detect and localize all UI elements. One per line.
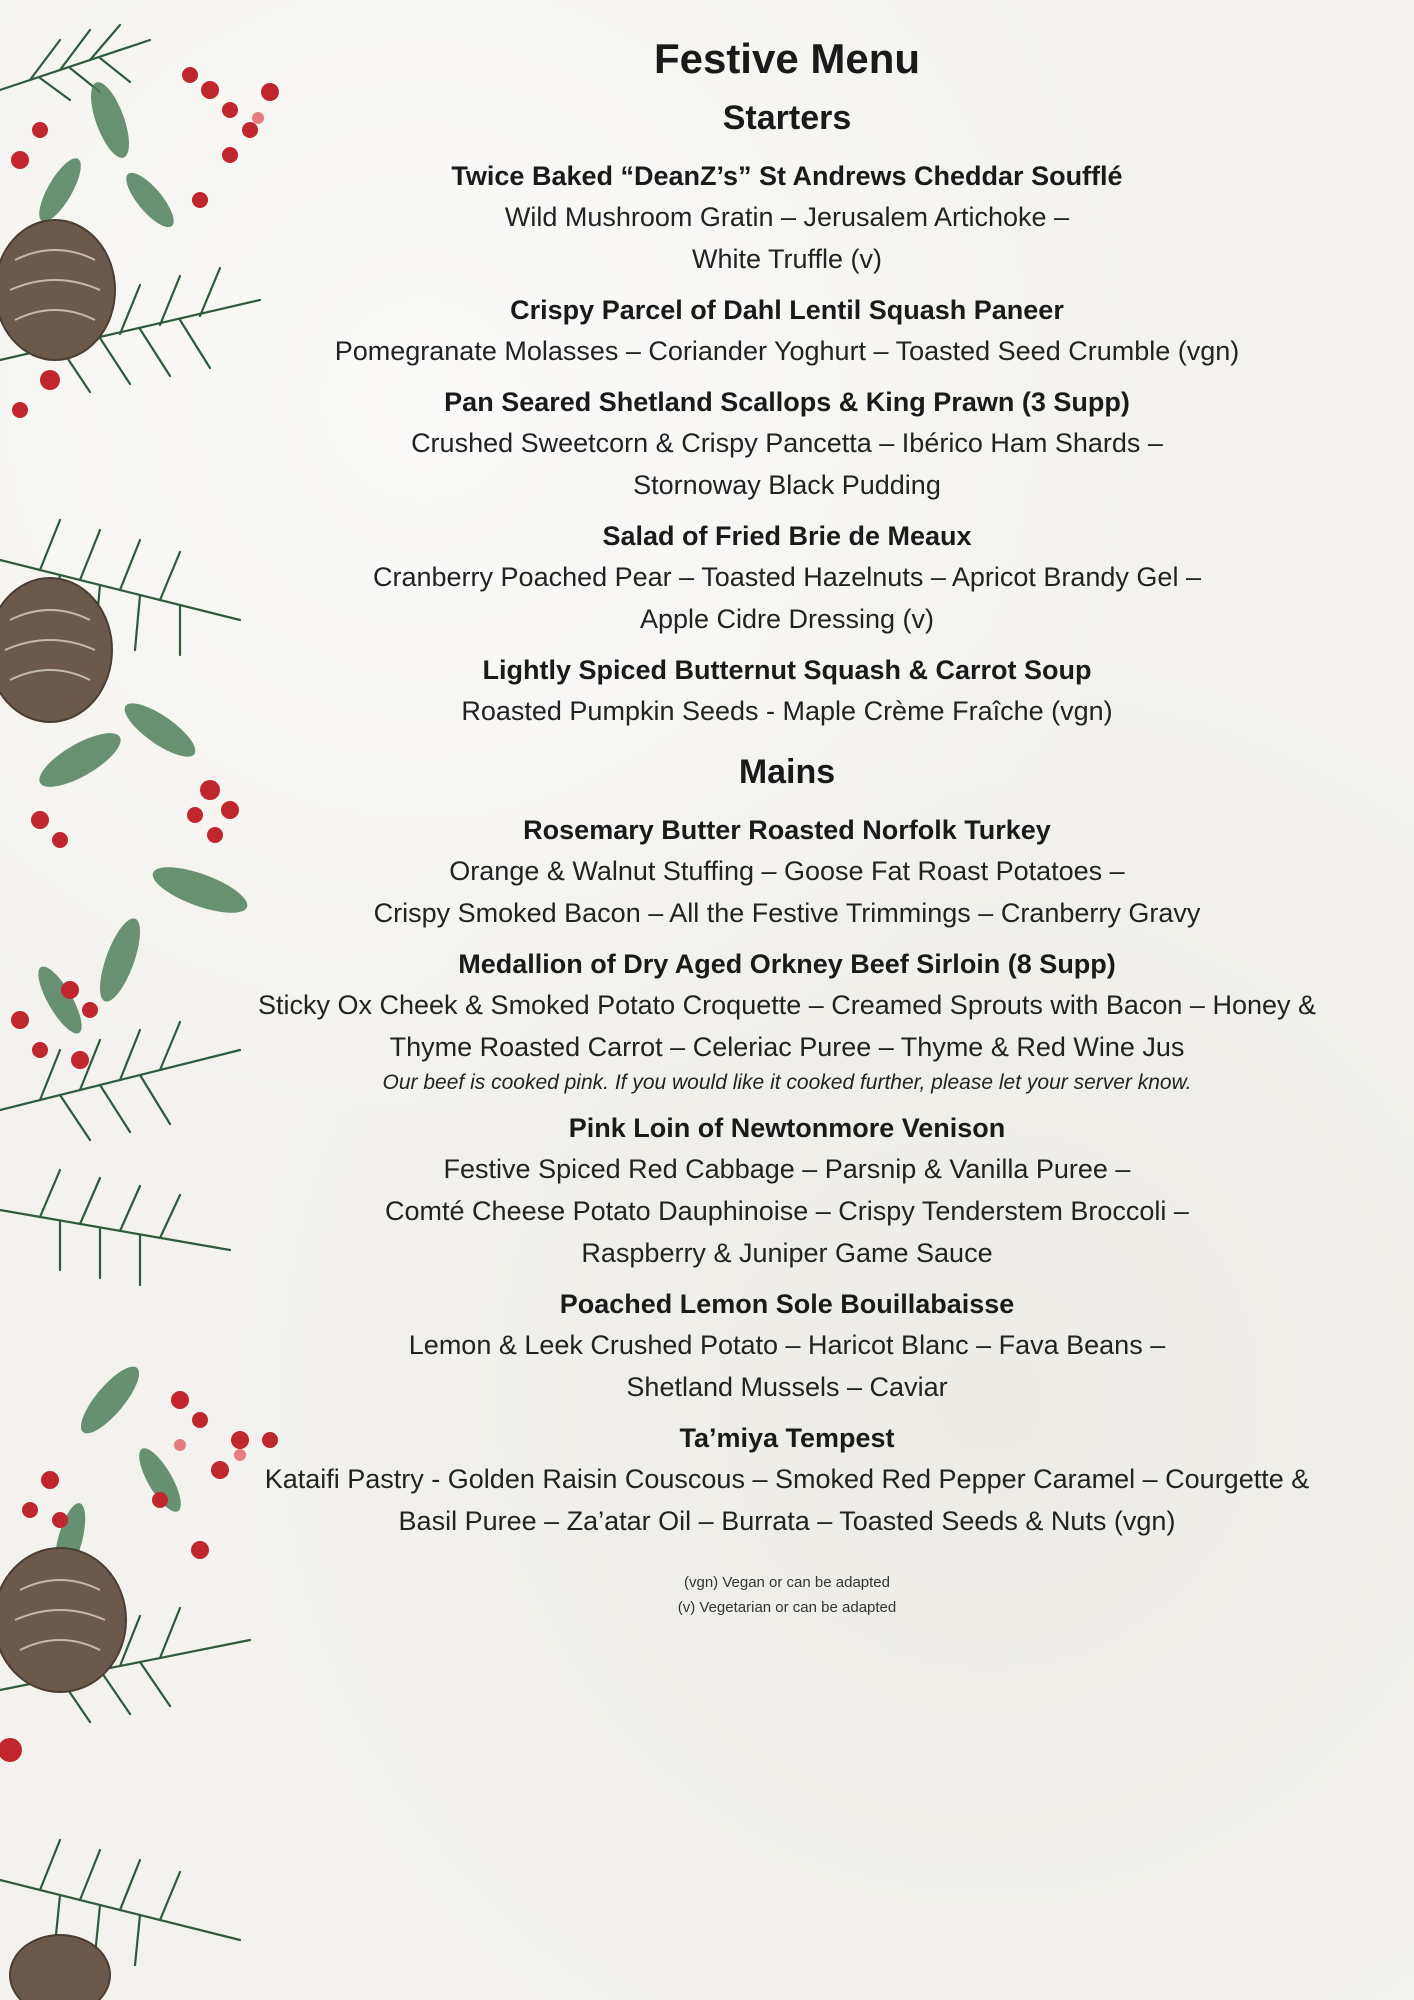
section-title-starters: Starters	[722, 99, 852, 137]
dish-item	[200, 944, 1374, 1098]
dish-description: Stornoway Black Pudding	[633, 470, 941, 500]
dish-name: Rosemary Butter Roasted Norfolk Turkey	[523, 815, 1051, 845]
dish-name: Poached Lemon Sole Bouillabaisse	[559, 1289, 1015, 1319]
dish-description: Basil Puree – Za’atar Oil – Burrata – Toasted Seeds & Nuts (vgn)	[398, 1506, 1176, 1536]
legend-vegan: (vgn) Vegan or can be adapted	[684, 1574, 890, 1591]
festive-menu	[200, 28, 1374, 1620]
dish-item	[200, 1418, 1374, 1542]
dish-description: Festive Spiced Red Cabbage – Parsnip & Vanilla Puree –	[443, 1154, 1131, 1184]
dish-item	[200, 650, 1374, 732]
dish-item	[200, 156, 1374, 280]
legend-vegetarian: (v) Vegetarian or can be adapted	[677, 1599, 897, 1616]
dish-note: Our beef is cooked pink. If you would like it cooked further, please let your server know.	[382, 1071, 1192, 1094]
dish-item	[200, 810, 1374, 934]
dish-name: Pan Seared Shetland Scallops & King Prawn (3 Supp)	[444, 387, 1130, 417]
dish-description: Crushed Sweetcorn & Crispy Pancetta – Ibérico Ham Shards –	[411, 428, 1163, 458]
dish-name: Twice Baked “DeanZ’s” St Andrews Cheddar Soufflé	[451, 161, 1123, 191]
dietary-legend	[200, 1570, 1374, 1620]
dish-description: Orange & Walnut Stuffing – Goose Fat Roast Potatoes –	[449, 856, 1125, 886]
dish-item	[200, 516, 1374, 640]
dish-description: White Truffle (v)	[691, 244, 883, 274]
dish-description: Thyme Roasted Carrot – Celeriac Puree – Thyme & Red Wine Jus	[389, 1032, 1185, 1062]
dish-name: Pink Loin of Newtonmore Venison	[568, 1113, 1006, 1143]
dish-name: Medallion of Dry Aged Orkney Beef Sirloin (8 Supp)	[458, 949, 1116, 979]
dish-description: Cranberry Poached Pear – Toasted Hazelnuts – Apricot Brandy Gel –	[373, 562, 1201, 592]
dish-description: Shetland Mussels – Caviar	[626, 1372, 948, 1402]
dish-description: Crispy Smoked Bacon – All the Festive Trimmings – Cranberry Gravy	[373, 898, 1201, 928]
dish-description: Wild Mushroom Gratin – Jerusalem Artichoke –	[504, 202, 1070, 232]
dish-description: Sticky Ox Cheek & Smoked Potato Croquette – Creamed Sprouts with Bacon – Honey &	[257, 990, 1317, 1020]
dish-item	[200, 382, 1374, 506]
section-title-mains: Mains	[738, 753, 836, 791]
dish-description: Lemon & Leek Crushed Potato – Haricot Blanc – Fava Beans –	[408, 1330, 1166, 1360]
dish-name: Lightly Spiced Butternut Squash & Carrot Soup	[482, 655, 1092, 685]
dish-description: Raspberry & Juniper Game Sauce	[581, 1238, 993, 1268]
dish-name: Ta’miya Tempest	[679, 1423, 895, 1453]
dish-description: Kataifi Pastry - Golden Raisin Couscous – Smoked Red Pepper Caramel – Courgette &	[264, 1464, 1310, 1494]
dish-item	[200, 1108, 1374, 1274]
dish-description: Apple Cidre Dressing (v)	[639, 604, 935, 634]
dish-item	[200, 1284, 1374, 1408]
dish-item	[200, 290, 1374, 372]
dish-description: Roasted Pumpkin Seeds - Maple Crème Fraîche (vgn)	[461, 696, 1113, 726]
dish-name: Crispy Parcel of Dahl Lentil Squash Paneer	[510, 295, 1064, 325]
dish-description: Comté Cheese Potato Dauphinoise – Crispy Tenderstem Broccoli –	[385, 1196, 1189, 1226]
dish-description: Pomegranate Molasses – Coriander Yoghurt – Toasted Seed Crumble (vgn)	[334, 336, 1240, 366]
dish-name: Salad of Fried Brie de Meaux	[602, 521, 972, 551]
menu-title: Festive Menu	[653, 35, 921, 82]
